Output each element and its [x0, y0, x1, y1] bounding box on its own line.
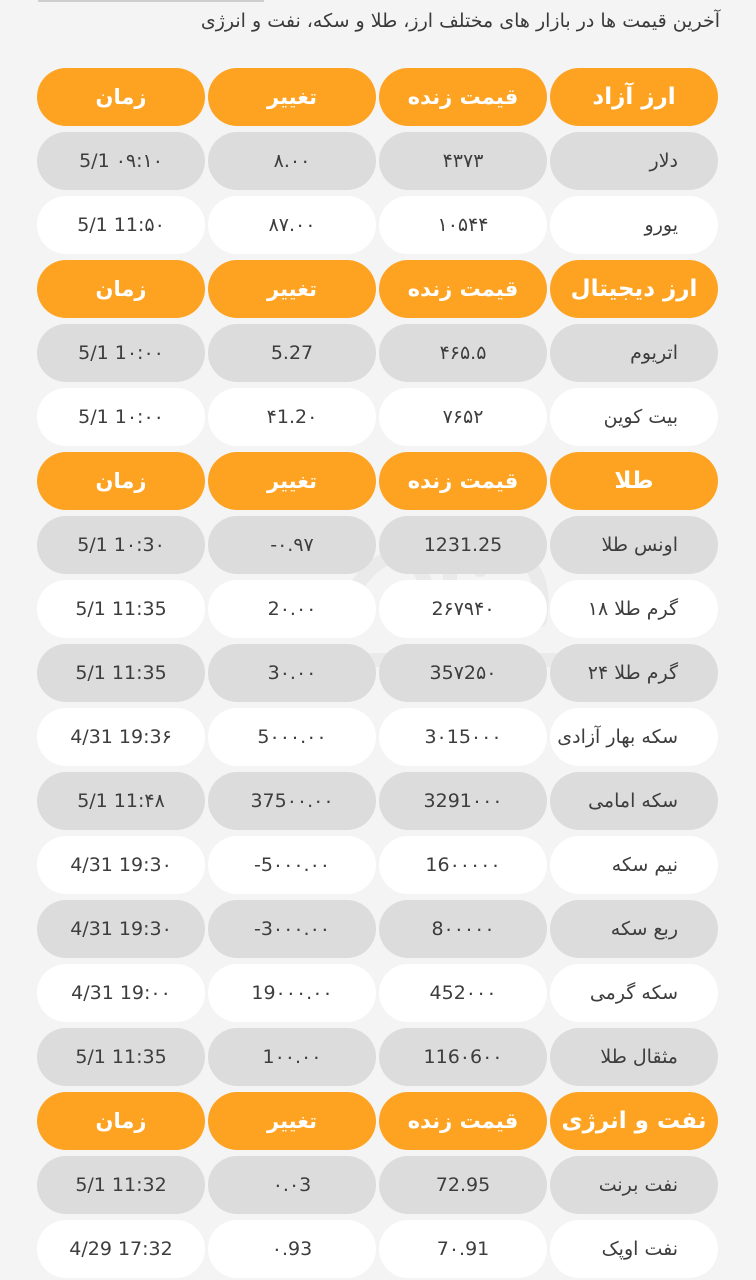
item-change: -5۰۰۰.۰۰ [208, 836, 376, 894]
item-name: اونس طلا [550, 516, 718, 574]
table-row [36, 964, 720, 1022]
top-divider [38, 0, 264, 2]
item-change: ۰.۰3 [208, 1156, 376, 1214]
item-price: 3۰15۰۰۰ [379, 708, 547, 766]
header-time-cell: زمان [37, 452, 205, 510]
header-change-cell: تغییر [208, 1092, 376, 1150]
price-table [36, 68, 720, 1280]
section-header-gold [36, 452, 720, 510]
header-price-cell: قیمت زنده [379, 1092, 547, 1150]
item-price: 2۶۷۹۴۰ [379, 580, 547, 638]
item-price: 8۰۰۰۰۰ [379, 900, 547, 958]
item-price: ۷۶۵۲ [379, 388, 547, 446]
header-price-cell: قیمت زنده [379, 260, 547, 318]
item-time: 5/1 1۰:3۰ [37, 516, 205, 574]
item-name: مثقال طلا [550, 1028, 718, 1086]
item-time: 5/1 11:32 [37, 1156, 205, 1214]
header-name-cell: طلا [550, 452, 718, 510]
item-name: دلار [550, 132, 718, 190]
item-time: 4/31 19:۰۰ [37, 964, 205, 1022]
table-row [36, 708, 720, 766]
header-time-cell: زمان [37, 68, 205, 126]
header-name-cell: ارز آزاد [550, 68, 718, 126]
item-name: نیم سکه [550, 836, 718, 894]
item-price: 3291۰۰۰ [379, 772, 547, 830]
item-change: 5.27 [208, 324, 376, 382]
item-change: 19۰۰۰.۰۰ [208, 964, 376, 1022]
table-row [36, 772, 720, 830]
item-change: 2۰.۰۰ [208, 580, 376, 638]
item-name: سکه بهار آزادی [550, 708, 718, 766]
item-name: ربع سکه [550, 900, 718, 958]
section-header-crypto [36, 260, 720, 318]
item-change: -۰.۹۷ [208, 516, 376, 574]
item-change: ۴1.2۰ [208, 388, 376, 446]
item-name: سکه گرمی [550, 964, 718, 1022]
table-row [36, 836, 720, 894]
table-row [36, 132, 720, 190]
item-price: ۴۶۵.۵ [379, 324, 547, 382]
table-row [36, 324, 720, 382]
section-header-currency [36, 68, 720, 126]
item-time: 5/1 ۰۹:۱۰ [37, 132, 205, 190]
header-name-cell: نفت و انرژی [550, 1092, 718, 1150]
section-header-oil-energy [36, 1092, 720, 1150]
item-change: 1۰۰.۰۰ [208, 1028, 376, 1086]
header-name-cell: ارز دیجیتال [550, 260, 718, 318]
item-name: سکه امامی [550, 772, 718, 830]
item-change: 3۰.۰۰ [208, 644, 376, 702]
item-price: 116۰6۰۰ [379, 1028, 547, 1086]
table-row [36, 1028, 720, 1086]
item-change: 375۰۰.۰۰ [208, 772, 376, 830]
item-time: 5/1 11:35 [37, 644, 205, 702]
table-row [36, 1156, 720, 1214]
table-row [36, 580, 720, 638]
item-time: 5/1 11:۴۸ [37, 772, 205, 830]
item-name: بیت کوین [550, 388, 718, 446]
item-time: 5/1 11:35 [37, 580, 205, 638]
item-time: 4/31 19:3۰ [37, 900, 205, 958]
item-name: گرم طلا ۱۸ [550, 580, 718, 638]
item-price: 452۰۰۰ [379, 964, 547, 1022]
item-change: ۰.93 [208, 1220, 376, 1278]
item-price: ۴۳۷۳ [379, 132, 547, 190]
item-price: 1231.25 [379, 516, 547, 574]
item-name: نفت برنت [550, 1156, 718, 1214]
header-price-cell: قیمت زنده [379, 452, 547, 510]
item-name: یورو [550, 196, 718, 254]
item-time: 5/1 1۰:۰۰ [37, 388, 205, 446]
item-price: 16۰۰۰۰۰ [379, 836, 547, 894]
header-price-cell: قیمت زنده [379, 68, 547, 126]
item-change: ۸۷.۰۰ [208, 196, 376, 254]
page-subtitle: آخرین قیمت ها در بازار های مختلف ارز، طلا و سکه، نفت و انرژی [200, 10, 720, 32]
item-change: 5۰۰۰.۰۰ [208, 708, 376, 766]
item-time: 4/31 19:3۰ [37, 836, 205, 894]
item-name: اتریوم [550, 324, 718, 382]
item-change: -3۰۰۰.۰۰ [208, 900, 376, 958]
item-name: نفت اوپک [550, 1220, 718, 1278]
header-change-cell: تغییر [208, 452, 376, 510]
table-row [36, 900, 720, 958]
table-row [36, 388, 720, 446]
item-time: 4/29 17:32 [37, 1220, 205, 1278]
table-row [36, 1220, 720, 1278]
item-price: 35۷2۵۰ [379, 644, 547, 702]
item-name: گرم طلا ۲۴ [550, 644, 718, 702]
item-price: 7۰.91 [379, 1220, 547, 1278]
item-time: 5/1 11:35 [37, 1028, 205, 1086]
table-row [36, 196, 720, 254]
item-time: 5/1 11:۵۰ [37, 196, 205, 254]
header-change-cell: تغییر [208, 68, 376, 126]
item-change: ۸.۰۰ [208, 132, 376, 190]
item-time: 5/1 1۰:۰۰ [37, 324, 205, 382]
header-change-cell: تغییر [208, 260, 376, 318]
header-time-cell: زمان [37, 1092, 205, 1150]
table-row [36, 644, 720, 702]
item-price: ۱۰۵۴۴ [379, 196, 547, 254]
header-time-cell: زمان [37, 260, 205, 318]
item-time: 4/31 19:3۶ [37, 708, 205, 766]
table-row [36, 516, 720, 574]
item-price: 72.95 [379, 1156, 547, 1214]
